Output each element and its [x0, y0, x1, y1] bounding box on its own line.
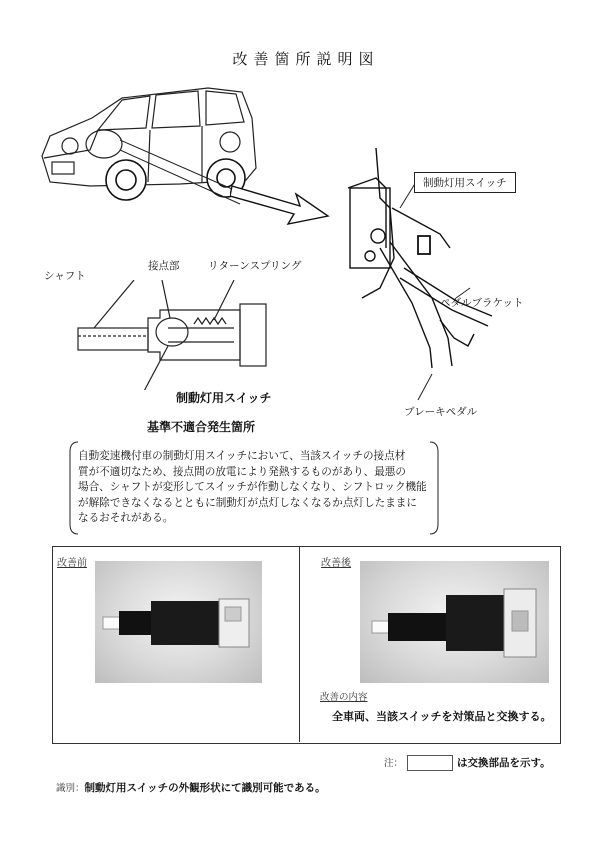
- measure-title: 改善の内容: [320, 692, 368, 703]
- new-switch-image: [360, 561, 549, 683]
- contact-label: 接点部: [148, 260, 180, 272]
- id-text: 制動灯用スイッチの外観形状にて識別可能である。: [84, 782, 326, 794]
- comparison-divider: [299, 546, 300, 742]
- description-text: [78, 449, 430, 527]
- after-caption: 改善後: [321, 558, 351, 569]
- before-caption: 改善前: [57, 558, 87, 569]
- measure-text: 全車両、当該スイッチを対策品と交換する。: [332, 710, 552, 723]
- before-photo: [95, 561, 262, 683]
- brake-pedal-label: ブレーキペダル: [404, 406, 478, 418]
- description-line: 自動変速機付車の制動灯用スイッチにおいて、当該スイッチの接点材: [78, 450, 406, 462]
- description-line: なるおそれがある。: [78, 512, 174, 525]
- id-prefix: 識別：: [56, 783, 85, 794]
- old-switch-image: [95, 561, 262, 683]
- switch-label-top: 制動灯用スイッチ: [414, 172, 516, 193]
- return-spring-label: リターンスプリング: [208, 260, 302, 272]
- pedal-bracket-label: ペダルブラケット: [440, 297, 524, 309]
- replacement-part-swatch: [407, 755, 453, 771]
- note-suffix: は交換部品を示す。: [457, 757, 551, 769]
- after-photo: [360, 561, 549, 683]
- note-prefix: 注：: [384, 758, 404, 769]
- page-title: 改善箇所説明図: [232, 50, 380, 68]
- legend-note: [384, 755, 551, 771]
- switch-cross-section-diagram: [64, 280, 314, 390]
- description-line: 質が不適切なため、接点間の放電により発熱するものがあり、最悪の: [78, 465, 406, 478]
- shaft-label: シャフト: [44, 270, 86, 282]
- description-line: 場合、シャフトが変形してスイッチが作動しなくなり、シフトロック機能: [78, 481, 427, 494]
- description-line: が解除できなくなるとともに制動灯が点灯しなくなるか点灯したままに: [78, 496, 417, 509]
- defect-location-label: 基準不適合発生箇所: [147, 420, 256, 434]
- switch-label-bottom: 制動灯用スイッチ: [176, 391, 272, 405]
- identification-note: [56, 780, 326, 795]
